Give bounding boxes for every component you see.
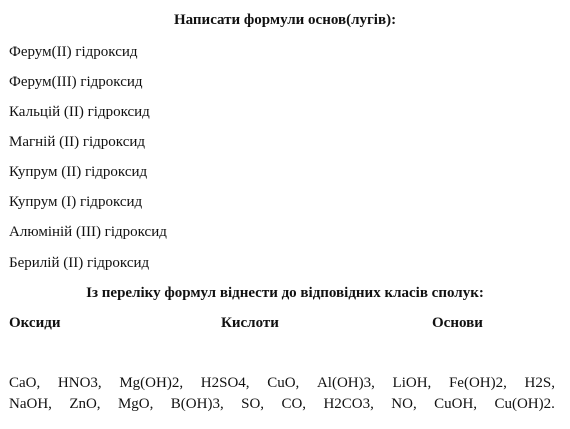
formula: CO,: [281, 396, 307, 412]
formula-line-2: [9, 395, 555, 413]
formula: H2SO4,: [200, 375, 250, 391]
formula: LiOH,: [392, 375, 432, 391]
formula: NO,: [391, 396, 417, 412]
formula: Cu(OH)2.: [494, 396, 555, 412]
formula: MgO,: [117, 396, 154, 412]
formula: CuOH,: [434, 396, 478, 412]
formula: Mg(OH)2,: [119, 375, 184, 391]
task1-title: Написати формули основ(лугів):: [173, 12, 397, 28]
base-item-1: Ферум(ІІ) гідроксид: [9, 44, 138, 60]
formula: NaOH,: [9, 396, 52, 412]
column-acids: Кислоти: [221, 315, 279, 331]
base-item-2: Ферум(ІІІ) гідроксид: [9, 74, 143, 90]
formula: CuO,: [267, 375, 300, 391]
formula: Fe(OH)2,: [448, 375, 507, 391]
base-item-8: Берилій (ІІ) гідроксид: [9, 255, 150, 271]
formula: Al(OH)3,: [316, 375, 375, 391]
base-item-5: Купрум (ІІ) гідроксид: [9, 164, 148, 180]
base-item-4: Магній (ІІ) гідроксид: [9, 134, 146, 150]
task2-title: Із переліку формул віднести до відповідних класів сполук:: [86, 285, 484, 301]
formula: H2CO3,: [323, 396, 374, 412]
formula: SO,: [241, 396, 265, 412]
column-oxides: Оксиди: [9, 315, 61, 331]
formula: B(OH)3,: [170, 396, 224, 412]
base-item-7: Алюміній (ІІІ) гідроксид: [9, 224, 167, 240]
base-item-6: Купрум (І) гідроксид: [9, 194, 143, 210]
formula: H2S,: [524, 375, 555, 391]
formula: CaO,: [9, 375, 41, 391]
formula-line-1: [9, 374, 555, 392]
formula: ZnO,: [69, 396, 101, 412]
base-item-3: Кальцій (ІІ) гідроксид: [9, 104, 150, 120]
formula: HNO3,: [57, 375, 102, 391]
column-bases: Основи: [432, 315, 483, 331]
